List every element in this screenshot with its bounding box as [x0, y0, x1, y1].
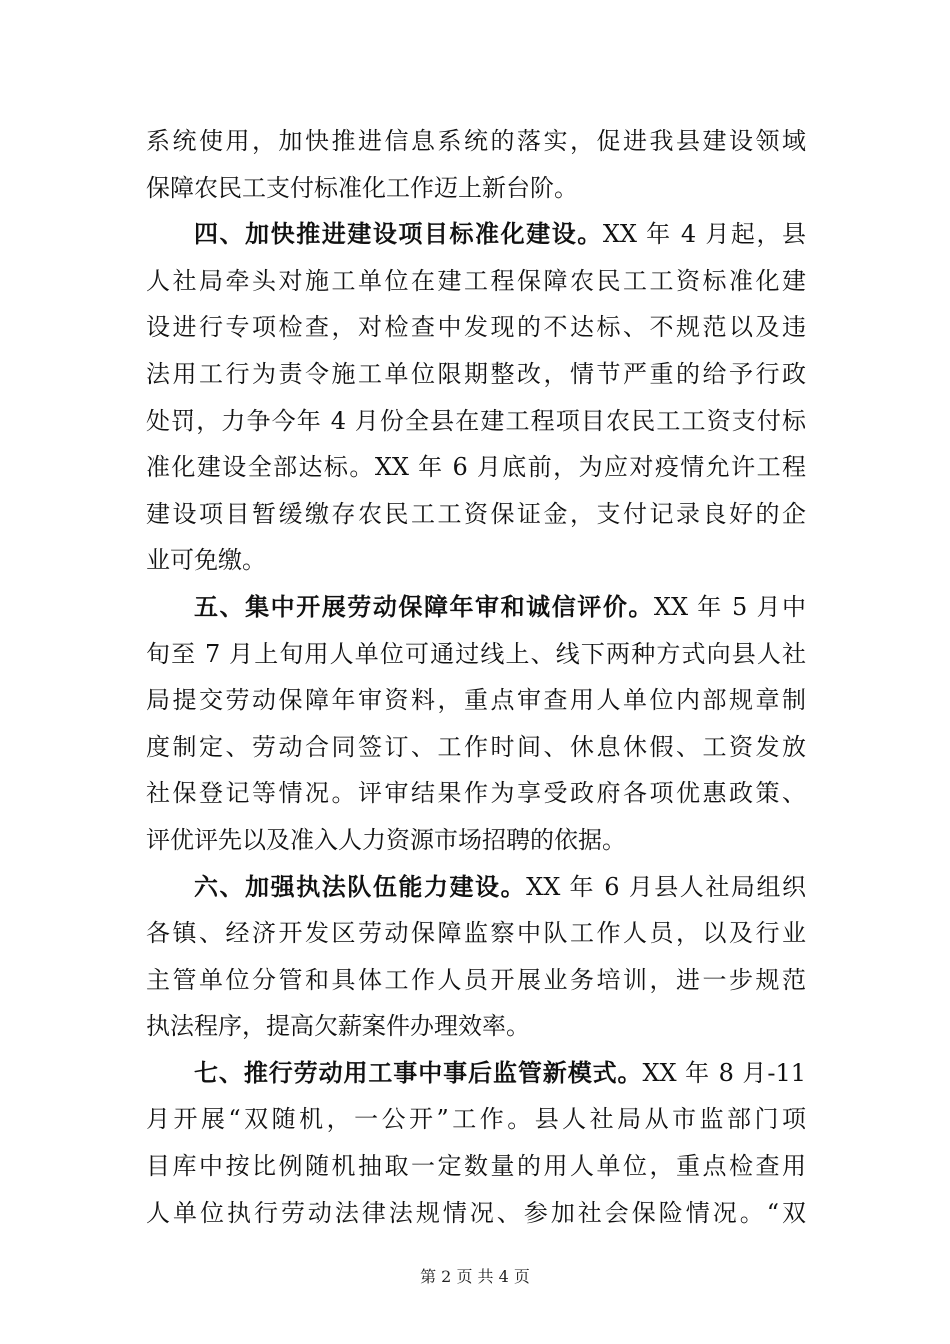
document-body	[146, 118, 806, 1236]
text-run: XX 年 4 月起，县	[602, 220, 806, 249]
text-line: 度制定、劳动合同签订、工作时间、休息休假、工资发放	[146, 732, 806, 761]
text-run: XX 年 8 月-11	[642, 1058, 806, 1087]
text-line: 月开展“双随机，一公开”工作。县人社局从市监部门项	[146, 1105, 806, 1134]
text-line	[146, 211, 806, 258]
text-line: 各镇、经济开发区劳动保障监察中队工作人员，以及行业	[146, 919, 806, 948]
text-line: 旬至 7 月上旬用人单位可通过线上、线下两种方式向县人社	[146, 639, 806, 668]
text-line: 人社局牵头对施工单位在建工程保障农民工工资标准化建	[146, 266, 806, 295]
text-line: 目库中按比例随机抽取一定数量的用人单位，重点检查用	[146, 1152, 806, 1181]
paragraph	[146, 864, 806, 1050]
section-heading: 四、加快推进建设项目标准化建设。	[194, 220, 603, 249]
text-line	[146, 1050, 806, 1097]
text-line: 人单位执行劳动法律法规情况、参加社会保险情况。“双	[146, 1198, 806, 1227]
page-number: 第 2 页 共 4 页	[420, 1267, 530, 1286]
section-heading: 七、推行劳动用工事中事后监管新模式。	[194, 1058, 643, 1087]
text-run: XX 年 6 月县人社局组织	[526, 872, 806, 901]
text-line: 主管单位分管和具体工作人员开展业务培训，进一步规范	[146, 965, 806, 994]
text-line: 评优评先以及准入人力资源市场招聘的依据。	[146, 825, 626, 854]
paragraph	[146, 118, 806, 211]
section-heading: 五、集中开展劳动保障年审和诚信评价。	[194, 592, 654, 621]
text-line: 设进行专项检查，对检查中发现的不达标、不规范以及违	[146, 313, 806, 342]
text-line: 法用工行为责令施工单位限期整改，情节严重的给予行政	[146, 359, 806, 388]
page-footer	[0, 1264, 950, 1287]
text-run: XX 年 5 月中	[653, 592, 806, 621]
text-line: 执法程序，提高欠薪案件办理效率。	[146, 1012, 530, 1041]
paragraph	[146, 1050, 806, 1236]
text-line	[146, 864, 806, 911]
text-line: 处罚，力争今年 4 月份全县在建工程项目农民工工资支付标	[146, 406, 806, 435]
text-line: 局提交劳动保障年审资料，重点审查用人单位内部规章制	[146, 686, 806, 715]
text-line: 保障农民工支付标准化工作迈上新台阶。	[146, 173, 578, 202]
paragraph	[146, 211, 806, 584]
text-line: 建设项目暂缓缴存农民工工资保证金，支付记录良好的企	[146, 499, 806, 528]
text-line: 准化建设全部达标。XX 年 6 月底前，为应对疫情允许工程	[146, 453, 806, 482]
text-line: 业可免缴。	[146, 546, 266, 575]
text-line: 社保登记等情况。评审结果作为享受政府各项优惠政策、	[146, 779, 806, 808]
paragraph	[146, 584, 806, 864]
text-line: 系统使用，加快推进信息系统的落实，促进我县建设领域	[146, 127, 806, 155]
section-heading: 六、加强执法队伍能力建设。	[194, 872, 527, 901]
text-line	[146, 584, 806, 631]
